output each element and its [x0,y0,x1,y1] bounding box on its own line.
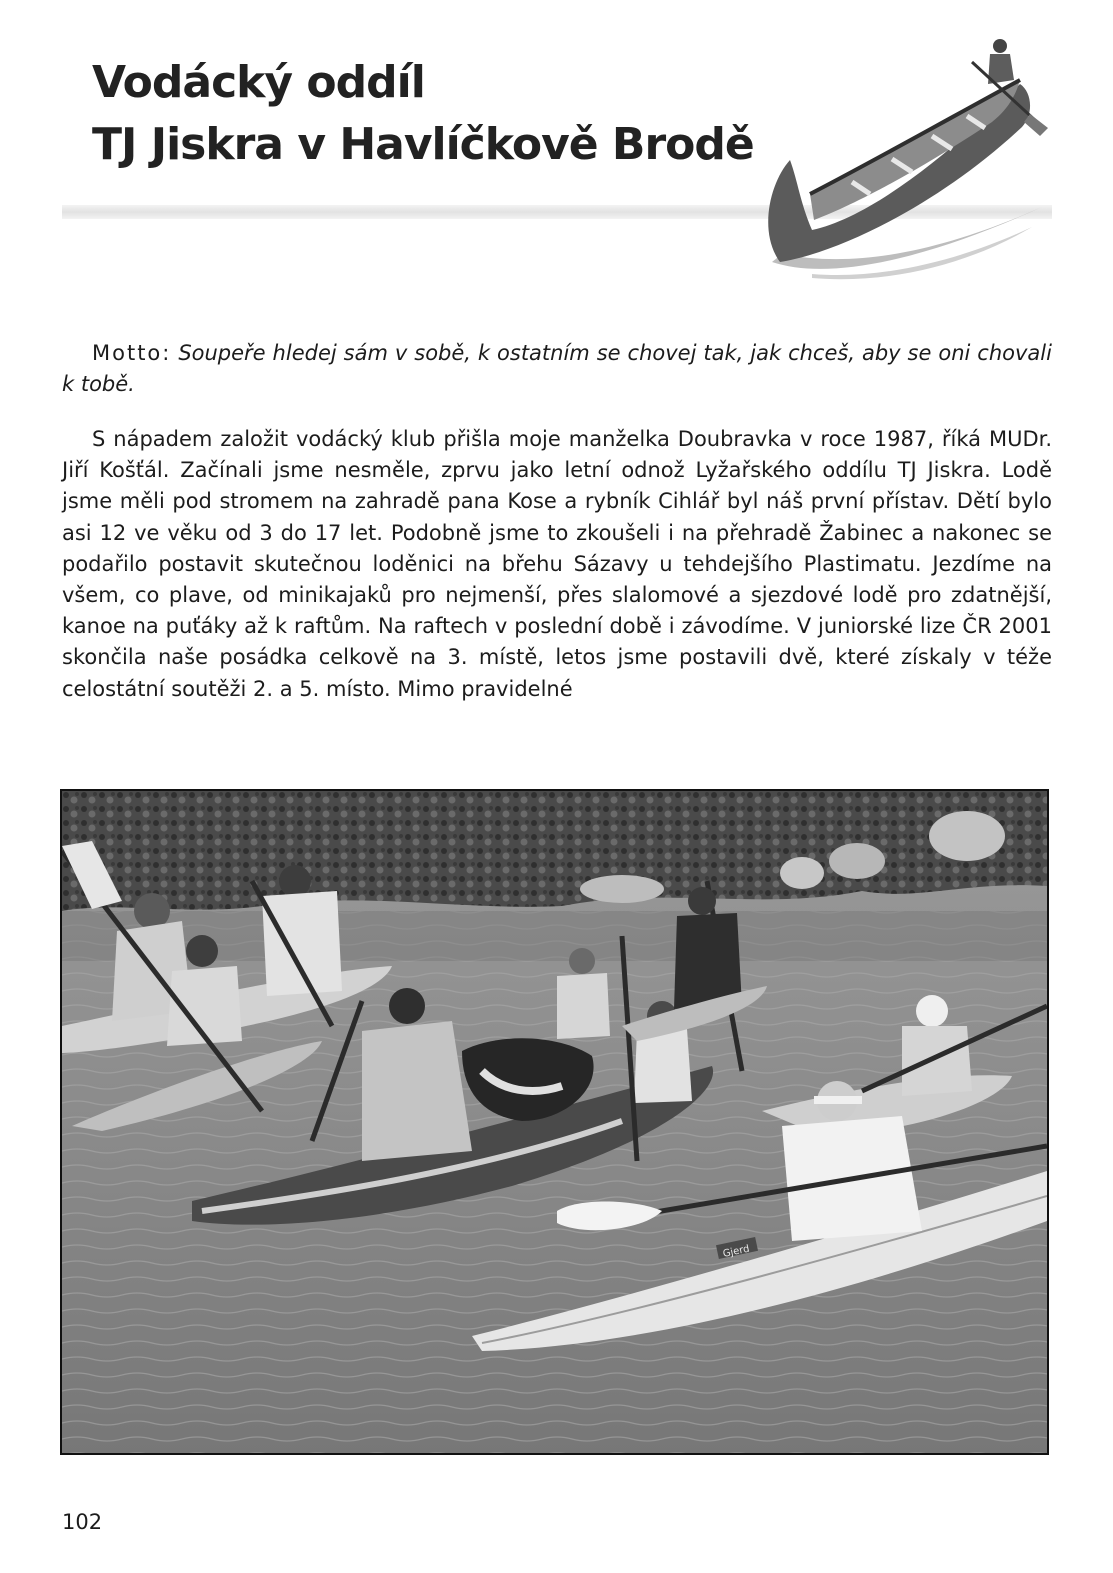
motto-quote: Soupeře hledej sám v sobě, k ostatním se chovej tak, jak chceš, aby se oni chovali k tobě. [62,341,1052,396]
photograph-kayakers [60,789,1049,1455]
page-number: 102 [62,1510,103,1534]
motto-label: Motto: [92,341,172,365]
title-line-2: TJ Jiskra v Havlíčkově Brodě [92,119,754,170]
kayak-brand-label: Gjerd [721,1243,751,1260]
page-title [92,52,754,176]
motto-paragraph [62,338,1052,400]
canoe-illustration [752,32,1052,284]
body-paragraph: S nápadem založit vodácký klub přišla moje manželka Doubravka v roce 1987, říká MUDr. Jiří Košťál. Začínali jsme nesměle, zprvu jako letní odnož Lyžařského oddílu TJ Jiskra. Lodě jsme měli pod stromem na zahradě pana Kose a rybník Cihlář byl náš první přístav. Dětí bylo asi 12 ve věku od 3 do 17 let. Podobně jsme to zkoušeli i na přehradě Žabinec a nakonec se podařilo postavit skutečnou loděnici na břehu Sázavy u tehdejšího Plastimatu. Jezdíme na všem, co plave, od minikajaků pro nejmenší, přes slalomové a sjezdové lodě pro zdatnější, kanoe na puťáky až k raftům. Na raftech v poslední době i závodíme. V juniorské lize ČR 2001 skončila naše posádka celkově na 3. místě, letos jsme postavili dvě, které získaly v téže celostátní soutěži 2. a 5. místo. Mimo pravidelné [62,427,1052,701]
title-line-1: Vodácký oddíl [92,57,425,108]
